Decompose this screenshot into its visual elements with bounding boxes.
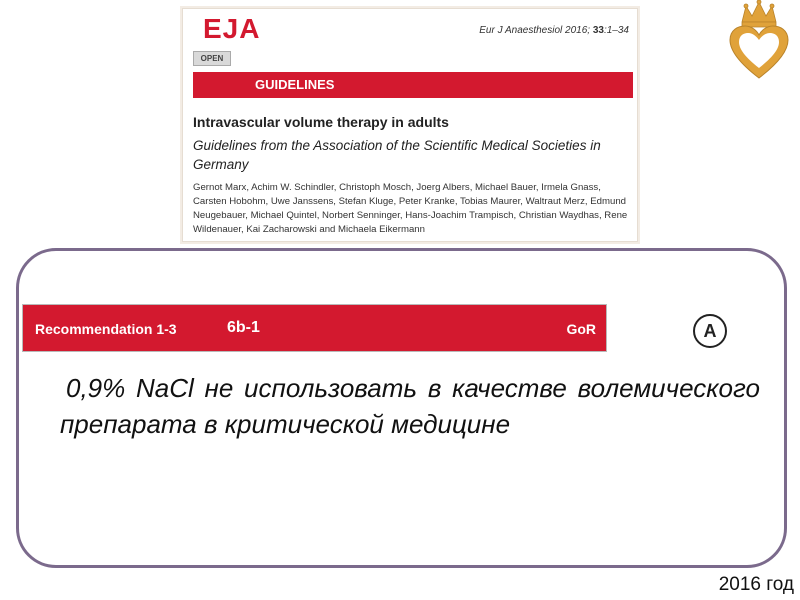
open-access-badge: OPEN — [193, 51, 231, 66]
recommendation-banner — [22, 304, 607, 352]
paper-authors: Gernot Marx, Achim W. Schindler, Christoph Mosch, Joerg Albers, Michael Bauer, Irmela Gnass, Carsten Hobohm, Uwe Janssens, Stefan Kluge, Peter Kranke, Tobias Maurer, Waltraut Merz, Edmund Neugebauer, Michael Quintel, Norbert Senninger, Hans-Joachim Trampisch, Christian Waydhas, Rene Wildenauer, Kai Zacharowski and Michaela Eikermann — [193, 182, 628, 235]
citation-pages: :1–34 — [603, 25, 629, 36]
guidelines-label: GUIDELINES — [255, 77, 335, 92]
journal-logo: EJA — [203, 13, 261, 44]
crown-heart-logo-icon — [728, 0, 790, 80]
recommendation-code: 6b-1 — [227, 319, 260, 336]
year-label: 2016 год — [718, 574, 794, 595]
recommendation-label: Recommendation 1-3 — [35, 321, 177, 337]
guidelines-banner — [193, 72, 633, 98]
journal-header-image — [182, 8, 638, 242]
statement-text: 0,9% NaCl не использовать в качестве волемического препарата в критической медицине — [60, 373, 760, 439]
citation-volume: 33 — [592, 25, 604, 36]
paper-subtitle: Guidelines from the Association of the Scientific Medical Societies in Germany — [193, 138, 601, 172]
paper-title: Intravascular volume therapy in adults — [193, 114, 449, 130]
recommendation-statement — [60, 370, 760, 442]
grade-of-recommendation-label: GoR — [566, 321, 596, 337]
citation-journal: Eur J Anaesthesiol — [479, 25, 563, 36]
grade-badge: A — [693, 314, 727, 348]
journal-citation — [479, 25, 629, 36]
citation-year: 2016; — [565, 25, 591, 36]
